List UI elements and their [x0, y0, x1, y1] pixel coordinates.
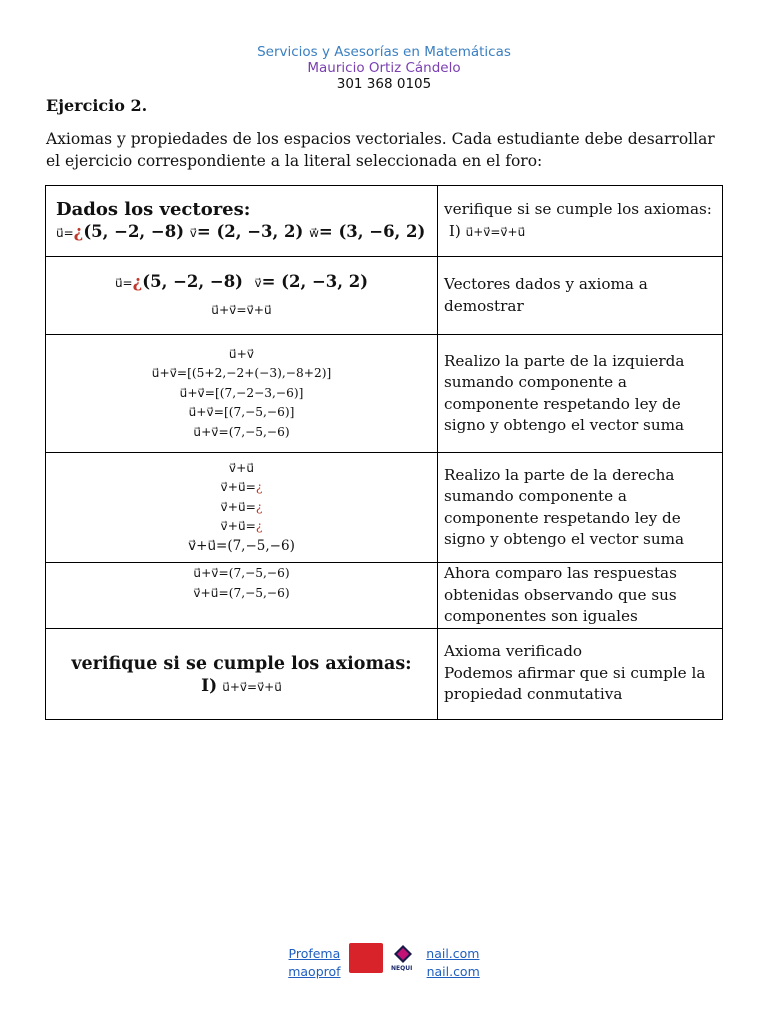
- w-label: w⃗: [309, 225, 319, 240]
- row4-left-cell: [46, 453, 438, 563]
- solution-table: [45, 185, 723, 720]
- axiom-equation: u⃗+v⃗=v⃗+u⃗: [211, 303, 272, 318]
- email-link-2[interactable]: [288, 964, 480, 979]
- v-value: = (2, −3, 2): [196, 221, 304, 241]
- given-vectors-equation: [46, 221, 437, 244]
- footer-line-1: [0, 944, 768, 962]
- v-label: v⃗: [254, 276, 262, 291]
- intro-paragraph: Axiomas y propiedades de los espacios vectoriales. Cada estudiante debe desarrollar el ejercicio correspondiente a la literal seleccionada en el foro:: [46, 130, 715, 170]
- equation-line: v⃗+u⃗=(7,−5,−6): [193, 585, 290, 600]
- row6-left-cell: [46, 628, 438, 719]
- table-row: [46, 563, 723, 629]
- link-text: nail.com: [426, 946, 480, 961]
- equation-line: [46, 478, 437, 498]
- equation-line: u⃗+v⃗: [228, 346, 255, 361]
- row2-right-cell: Vectores dados y axioma a demostrar: [438, 257, 723, 335]
- footer-line-2: [0, 962, 768, 980]
- link-text: maoprof: [288, 964, 341, 979]
- error-mark: ¿: [255, 499, 263, 514]
- v-label: v⃗: [189, 225, 197, 240]
- row1-left-cell: [46, 186, 438, 257]
- w-value: = (3, −6, 2): [318, 221, 426, 241]
- equation-line: u⃗+v⃗=[(7,−2−3,−6)]: [179, 385, 304, 400]
- axiom-equation: u⃗+v⃗=v⃗+u⃗: [222, 679, 282, 694]
- u-value: (5, −2, −8): [142, 272, 243, 292]
- equation-line: [46, 517, 437, 537]
- phone-number: 301 368 0105: [336, 76, 432, 92]
- email-link-1[interactable]: [289, 946, 480, 961]
- equation-line: u⃗+v⃗=(7,−5,−6): [193, 566, 290, 580]
- table-row: [46, 335, 723, 453]
- author-name: Mauricio Ortiz Cándelo: [307, 60, 461, 76]
- equation-line: v⃗+u⃗: [228, 460, 255, 475]
- row5-left-cell: [46, 563, 438, 629]
- equation-text: v⃗+u⃗=: [220, 480, 256, 495]
- equation-line: v⃗+u⃗=(7,−5,−6): [188, 537, 295, 554]
- nequi-label: NEQUI: [391, 965, 413, 972]
- axiom-line: [444, 221, 716, 244]
- link-text: Profema: [288, 946, 341, 961]
- given-vectors-repeat: [46, 270, 437, 295]
- final-axiom-line: [46, 676, 437, 696]
- row3-right-cell: Realizo la parte de la izquierda sumando componente a componente respetando ley de signo y obtengo el vector suma: [438, 335, 723, 453]
- error-mark: ¿: [132, 272, 143, 292]
- error-mark: ¿: [255, 519, 263, 534]
- axiom-number: I): [201, 675, 218, 696]
- row6-right-cell: [438, 628, 723, 719]
- equation-line: u⃗+v⃗=[(5+2,−2+(−3),−8+2)]: [151, 366, 332, 381]
- row5-right-cell: Ahora comparo las respuestas obtenidas observando que sus componentes son iguales: [438, 563, 723, 629]
- table-row: [46, 257, 723, 335]
- verified-label: Axioma verificado: [444, 642, 583, 661]
- footer: [0, 944, 768, 980]
- table-row: [46, 186, 723, 257]
- given-vectors-title: Dados los vectores:: [56, 198, 251, 220]
- table-row: [46, 453, 723, 563]
- v-value: = (2, −3, 2): [261, 272, 369, 292]
- row3-left-cell: [46, 335, 438, 453]
- brand-logo-icon: [349, 943, 383, 973]
- u-label: u⃗=: [56, 225, 74, 240]
- verify-instruction: verifique si se cumple los axiomas:: [444, 200, 712, 218]
- row1-right-cell: [438, 186, 723, 257]
- equation-line: [46, 498, 437, 518]
- row4-right-cell: Realizo la parte de la derecha sumando componente a componente respetando ley de signo y obtengo el vector suma: [438, 453, 723, 563]
- document-header: [0, 44, 768, 92]
- u-value: (5, −2, −8): [83, 221, 185, 241]
- equation-text: v⃗+u⃗=: [220, 519, 256, 534]
- row2-left-cell: [46, 257, 438, 335]
- link-text: nail.com: [426, 964, 480, 979]
- verify-title: verifique si se cumple los axiomas:: [71, 653, 412, 674]
- table-row: [46, 628, 723, 719]
- nequi-logo-icon: [392, 944, 414, 964]
- axiom-equation: u⃗+v⃗=v⃗+u⃗: [465, 224, 526, 239]
- equation-text: v⃗+u⃗=: [220, 499, 256, 514]
- service-title: Servicios y Asesorías en Matemáticas: [257, 44, 511, 60]
- conclusion-text: Podemos afirmar que si cumple la propiedad conmutativa: [444, 663, 706, 704]
- error-mark: ¿: [255, 480, 263, 495]
- u-label: u⃗=: [114, 276, 133, 291]
- equation-line: u⃗+v⃗=(7,−5,−6): [193, 424, 290, 439]
- equation-line: u⃗+v⃗=[(7,−5,−6)]: [188, 405, 295, 420]
- error-mark: ¿: [73, 221, 84, 241]
- axiom-number: I): [448, 221, 461, 240]
- exercise-title: Ejercicio 2.: [46, 96, 148, 115]
